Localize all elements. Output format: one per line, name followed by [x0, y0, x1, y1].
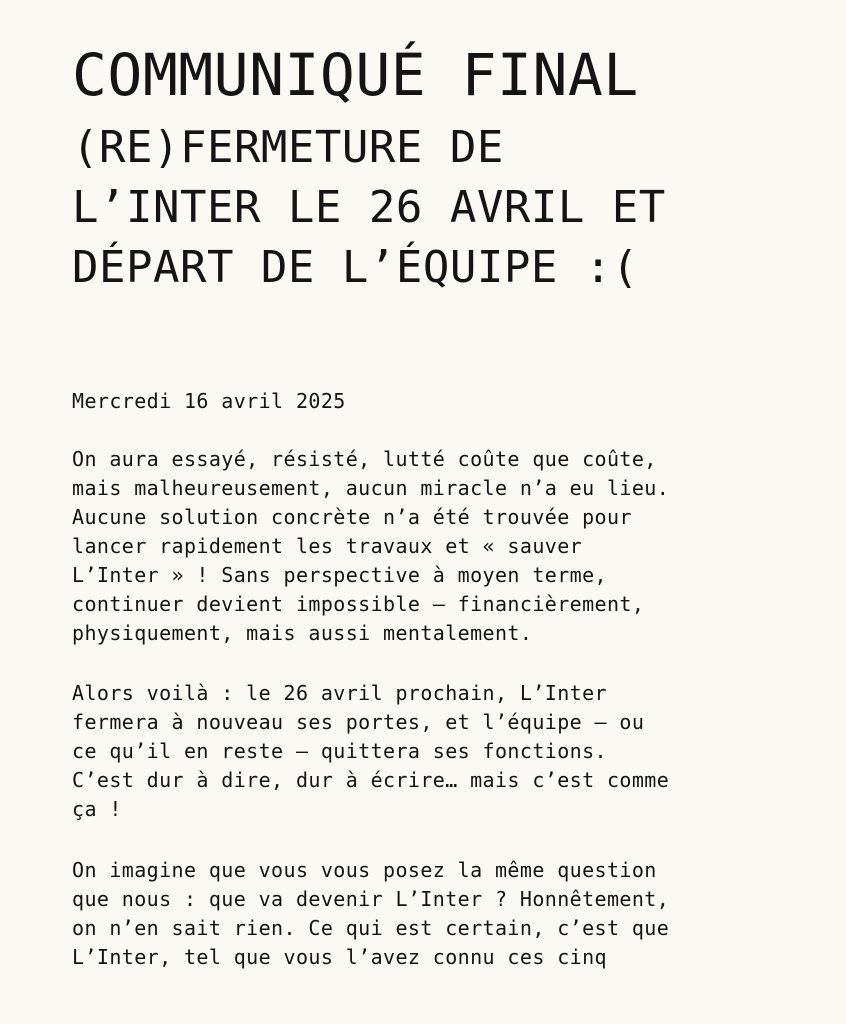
paragraph — [72, 679, 669, 824]
paragraph-line: L’Inter, tel que vous l’avez connu ces cinq — [72, 945, 607, 969]
paragraph-line: continuer devient impossible – financièrement, — [72, 592, 645, 616]
paragraph-line: Aucune solution concrète n’a été trouvée pour — [72, 505, 632, 529]
subtitle-line: L’INTER LE 26 AVRIL ET — [72, 182, 666, 233]
paragraph-line: ce qu’il en reste — quittera ses fonctions. — [72, 739, 607, 763]
paragraph-line: lancer rapidement les travaux et « sauver — [72, 534, 583, 558]
paragraph-line: C’est dur à dire, dur à écrire… mais c’est comme — [72, 768, 670, 792]
document-title: COMMUNIQUÉ FINAL — [72, 41, 639, 109]
paragraph-line: On imagine que vous vous posez la même question — [72, 858, 657, 882]
paragraph-line: L’Inter » ! Sans perspective à moyen terme, — [72, 563, 607, 587]
paragraph — [72, 856, 669, 972]
paragraph-line: ça ! — [72, 797, 122, 821]
paragraph-line: que nous : que va devenir L’Inter ? Honnêtement, — [72, 887, 670, 911]
subtitle-line: DÉPART DE L’ÉQUIPE :( — [72, 242, 639, 293]
paragraph — [72, 445, 669, 648]
publication-date: Mercredi 16 avril 2025 — [72, 389, 346, 413]
paragraph-line: on n’en sait rien. Ce qui est certain, c’est que — [72, 916, 670, 940]
paragraph-line: fermera à nouveau ses portes, et l’équipe — ou — [72, 710, 645, 734]
paragraph-line: Alors voilà : le 26 avril prochain, L’Inter — [72, 681, 607, 705]
document-subtitle — [72, 118, 666, 298]
paragraph-line: physiquement, mais aussi mentalement. — [72, 621, 533, 645]
paragraph-line: mais malheureusement, aucun miracle n’a eu lieu. — [72, 476, 670, 500]
subtitle-line: (RE)FERMETURE DE — [72, 122, 504, 173]
paragraph-line: On aura essayé, résisté, lutté coûte que coûte, — [72, 447, 657, 471]
